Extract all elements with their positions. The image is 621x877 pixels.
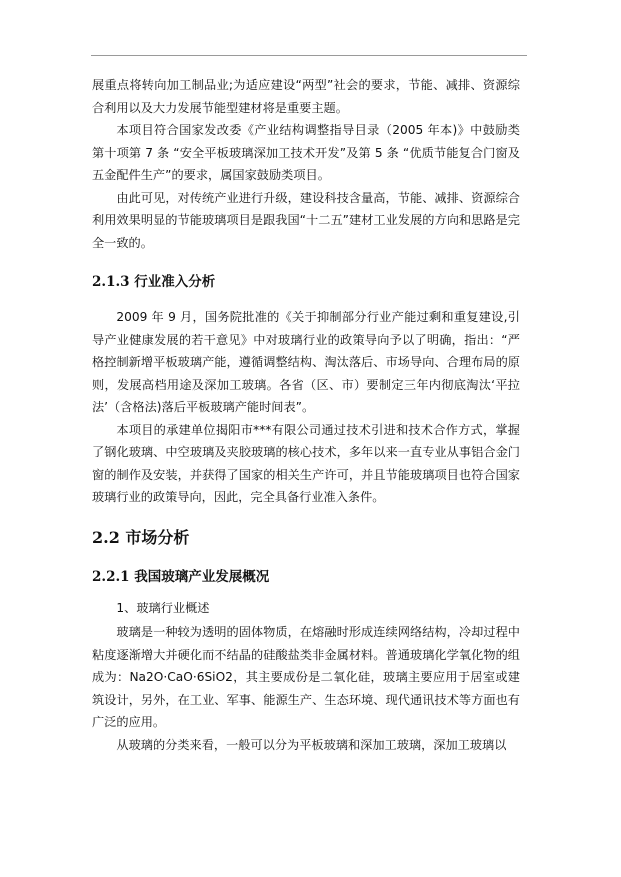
- paragraph-continued: 展重点将转向加工制品业;为适应建设“两型”社会的要求，节能、减排、资源综合利用以及大力发展节能型建材将是重要主题。: [92, 78, 520, 115]
- paragraph-company: 本项目的承建单位揭阳市***有限公司通过技术引进和技术合作方式，掌握了钢化玻璃、中空玻璃及夹胶玻璃的核心技术，多年以来一直专业从事铝合金门窗的制作及安装，并获得了国家的相关生产许可，并且节能玻璃项目也符合国家玻璃行业的政策导向，因此，完全具备行业准入条件。: [92, 422, 520, 504]
- subheading-glass-overview: 1、玻璃行业概述: [116, 600, 210, 615]
- paragraph-glass-classification: 从玻璃的分类来看，一般可以分为平板玻璃和深加工玻璃，深加工玻璃以: [116, 737, 507, 752]
- paragraph-state-council: 2009 年 9 月，国务院批准的《关于抑制部分行业产能过剩和重复建设,引导产业健康发展的若干意见》中对玻璃行业的政策导向予以了明确，指出：“严格控制新增平板玻璃产能，遵循调整结构、淘汰落后、市场导向、合理布局的原则，发展高档用途及深加工玻璃。各省（区、市）要制定三年内彻底淘汰‘平拉法’（含格法)落后平板玻璃产能时间表”。: [92, 310, 520, 414]
- header-rule: [91, 55, 527, 56]
- paragraph-policy-catalog: 本项目符合国家发改委《产业结构调整指导目录（2005 年本)》中鼓励类第十项第 7 条 “安全平板玻璃深加工技术开发”及第 5 条 “优质节能复合门窗及五金配件生产”的要求，属国家鼓励类项目。: [92, 123, 520, 182]
- document-body: [92, 74, 520, 756]
- section-heading-2-1-3: 2.1.3 行业准入分析: [92, 274, 216, 290]
- paragraph-conclusion: 由此可见，对传统产业进行升级，建设科技含量高，节能、减排、资源综合利用效果明显的节能玻璃项目是跟我国“十二五”建材工业发展的方向和思路是完全一致的。: [92, 190, 520, 250]
- paragraph-glass-definition: 玻璃是一种较为透明的固体物质，在熔融时形成连续网络结构，冷却过程中粘度逐渐增大并硬化而不结晶的硅酸盐类非金属材料。普通玻璃化学氧化物的组成为：Na2O·CaO·6SiO2，其主要成份是二氧化硅，玻璃主要应用于居室或建筑设计，另外，在工业、军事、能源生产、生态环境、现代通讯技术等方面也有广泛的应用。: [92, 625, 520, 729]
- section-heading-2-2-1: 2.2.1 我国玻璃产业发展概况: [92, 568, 270, 585]
- section-heading-2-2: 2.2 市场分析: [92, 527, 190, 547]
